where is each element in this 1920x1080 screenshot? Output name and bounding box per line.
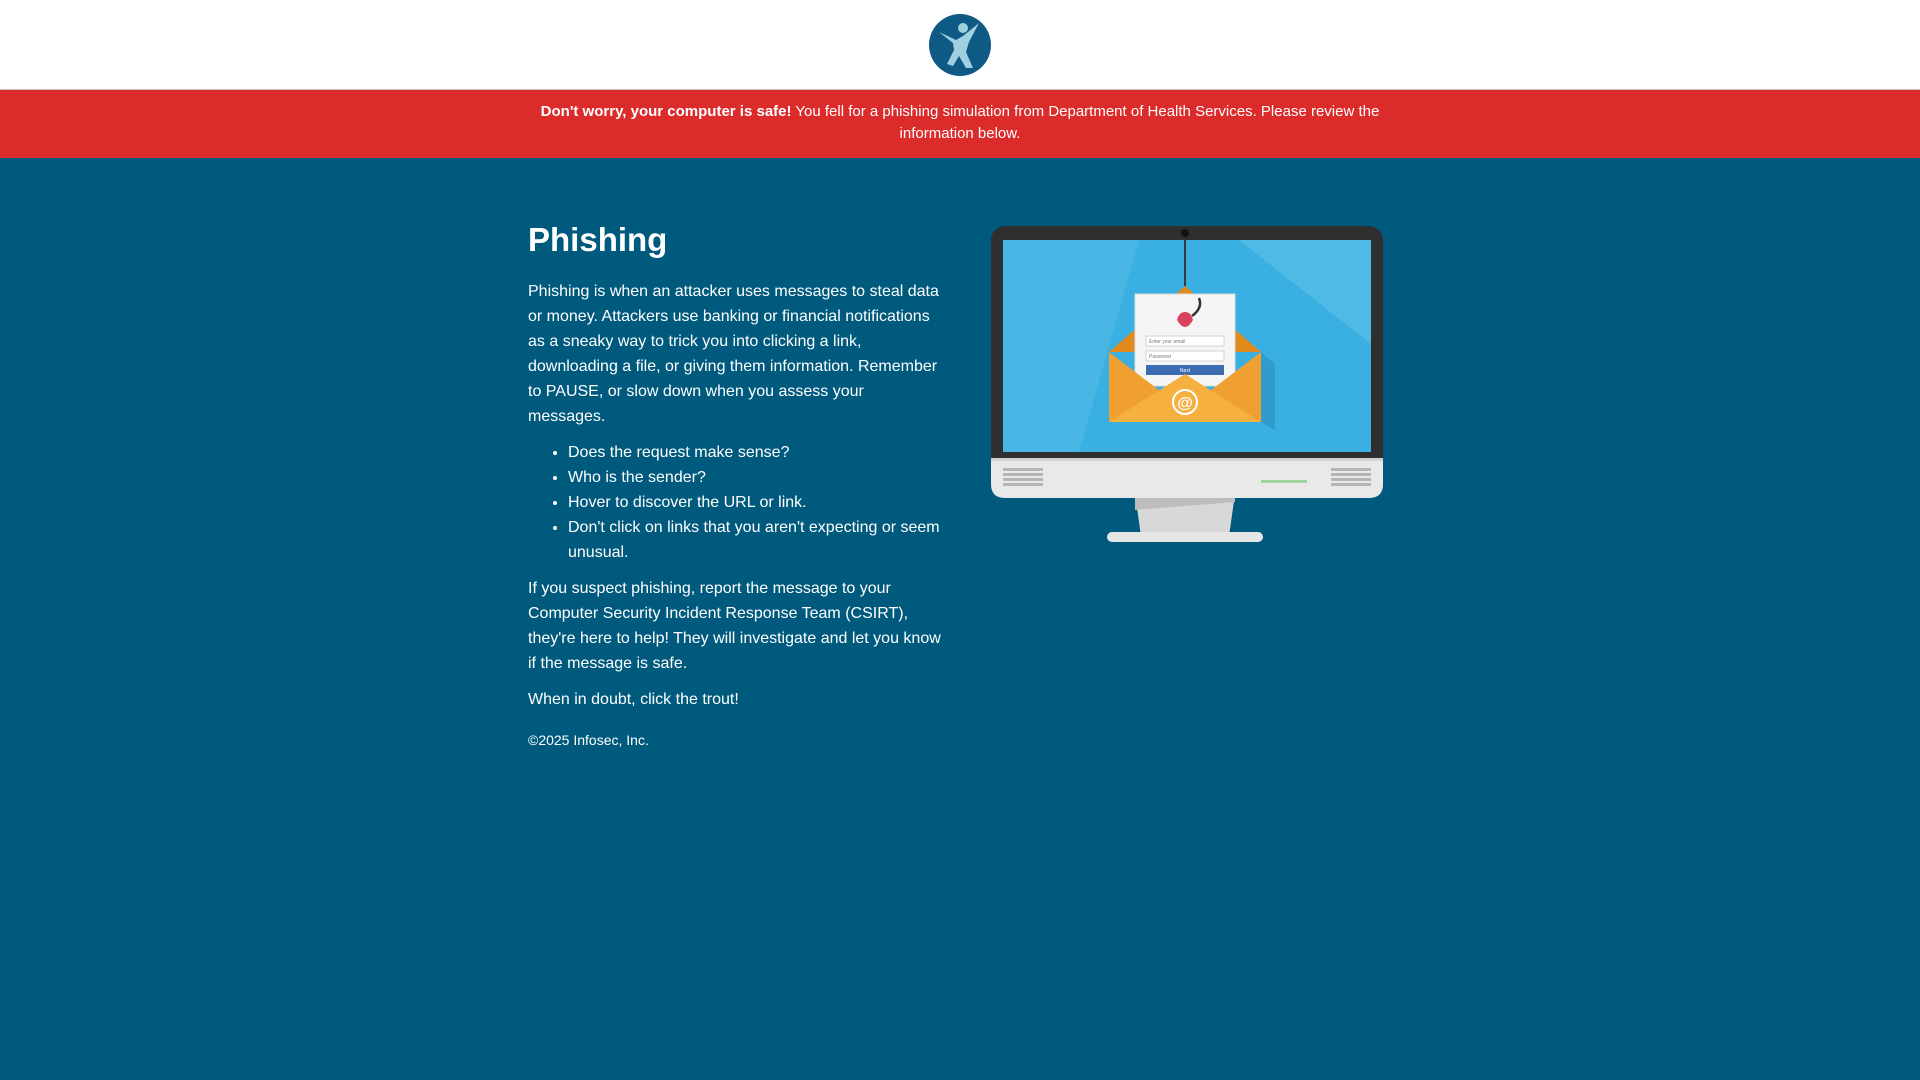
list-item: • Don't click on links that you aren't expecting or seem unusual. xyxy=(568,515,944,565)
person-figure-logo-icon xyxy=(929,14,991,76)
list-item: • Does the request make sense? xyxy=(568,440,944,465)
list-item: • Who is the sender? xyxy=(568,465,944,490)
top-header xyxy=(0,0,1920,90)
info-column xyxy=(528,220,944,764)
copyright-text: ©2025 Infosec, Inc. xyxy=(528,732,649,748)
main-content xyxy=(0,158,1920,1080)
closing-line: When in doubt, click the trout! xyxy=(528,691,739,708)
list-item: • Hover to discover the URL or link. xyxy=(568,490,944,515)
intro-paragraph: Phishing is when an attacker uses messages to steal data or money. Attackers use banking or financial notifications as a sneaky way to trick you into clicking a link, downloading a file, or giving them information. Remember to PAUSE, or slow down when you assess your messages. xyxy=(528,283,939,425)
next-button-label: Next xyxy=(1179,368,1191,374)
tips-list xyxy=(568,440,944,565)
password-placeholder: Password xyxy=(1149,354,1171,360)
banner-text: You fell for a phishing simulation from Department of Health Services. Please review the information below. xyxy=(791,103,1380,142)
page-title: Phishing xyxy=(528,221,668,258)
report-paragraph: If you suspect phishing, report the message to your Computer Security Incident Response Team (CSIRT), they're here to help! They will investigate and let you know if the message is safe. xyxy=(528,580,941,672)
phishing-alert-banner xyxy=(0,90,1920,158)
banner-bold-text: Don't worry, your computer is safe! xyxy=(540,103,792,120)
email-placeholder: Enter your email xyxy=(1149,339,1186,345)
at-symbol: @ xyxy=(1177,395,1193,412)
phishing-monitor-illustration xyxy=(989,224,1385,544)
